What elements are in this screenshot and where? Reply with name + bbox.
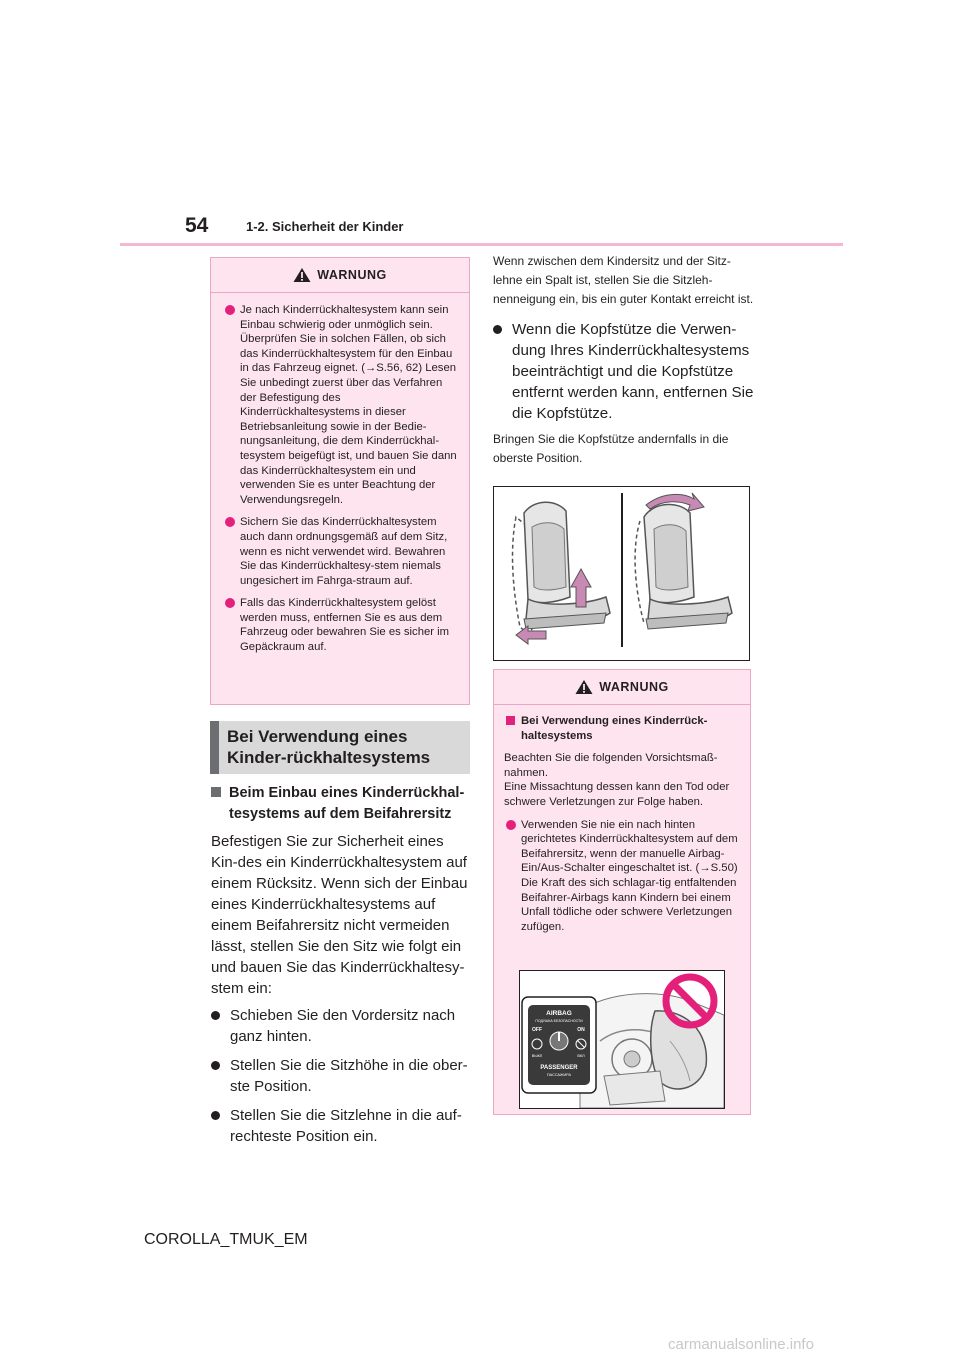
seat-icon — [635, 493, 732, 629]
warning-item — [223, 515, 457, 588]
seat-illustration — [493, 486, 750, 661]
warning-item-text: Je nach Kinderrückhaltesystem kann sein Einbau schwierig oder unmöglich sein. Überprüfen Sie in solchen Fällen, ob sich das Kinderrückhaltesystem für den Einbau in das Fahrzeug eignet. (→S.56, 62) Lesen Sie unbedingt zuerst über das Verfahren der Befestigung des Kinderrückhaltesystems in dieser Betriebsanleitung sowie in der Bedie-nungsanleitung, die dem Kinderrückhal-tesystem beigefügt ist, und bauen Sie dann das Kinderrückhaltesystem ein und verwenden Sie es unter Beachtung der Verwendungsregeln. — [240, 304, 457, 506]
warning-box-1 — [210, 257, 470, 705]
warning-box-2 — [493, 669, 751, 1115]
airbag-label-bottom-sub: ПАССАЖИРА — [546, 1073, 572, 1077]
list-item — [211, 1105, 471, 1147]
airbag-label-top: AIRBAG — [546, 1010, 572, 1017]
warning-triangle-icon — [293, 267, 311, 283]
dashboard-drawing — [520, 971, 724, 1108]
body-paragraph: Bringen Sie die Kopfstütze andernfalls in die oberste Position. — [493, 432, 729, 465]
document-code: COROLLA_TMUK_EM — [144, 1231, 308, 1248]
airbag-label-bottom: PASSENGER — [540, 1065, 578, 1071]
warning-header — [494, 670, 750, 705]
list-item — [211, 1055, 471, 1097]
list-item — [211, 1005, 471, 1047]
airbag-illustration — [519, 970, 725, 1109]
list-item — [493, 319, 755, 424]
airbag-label-on: ON — [577, 1027, 585, 1033]
list-item-text: Stellen Sie die Sitzhöhe in die ober-ste Position. — [230, 1057, 468, 1095]
bullet-dot-icon — [211, 1061, 220, 1070]
warning-intro — [504, 751, 740, 809]
seat-drawing — [494, 487, 749, 660]
square-bullet-icon — [211, 787, 221, 797]
bullet-dot-icon — [506, 820, 516, 830]
airbag-label-top-sub: ПОДУШКА БЕЗОПАСНОСТИ — [535, 1019, 583, 1023]
list-item-text: Wenn die Kopfstütze die Verwen-dung Ihres Kinderrückhaltesystems beeinträchtigt und die Kopfstütze entfernt werden kann, entfernen Sie die Kopfstütze. — [512, 321, 754, 422]
bullet-dot-icon — [493, 325, 502, 334]
seat-icon — [513, 502, 610, 644]
section-heading: Bei Verwendung eines Kinder-rückhaltesystems — [210, 721, 470, 774]
header-rule — [120, 243, 843, 246]
airbag-label-on-sub: ВКЛ — [577, 1054, 585, 1058]
bullet-dot-icon — [225, 517, 235, 527]
list-item-text: Stellen Sie die Sitzlehne in die auf-rechteste Position ein. — [230, 1107, 462, 1145]
subheading-text: Beim Einbau eines Kinderrückhal-tesystems auf dem Beifahrersitz — [229, 785, 465, 822]
warning-title: WARNUNG — [599, 680, 669, 694]
watermark: carmanualsonline.info — [668, 1336, 814, 1353]
warning-title: WARNUNG — [317, 268, 387, 282]
bullet-dot-icon — [211, 1111, 220, 1120]
warning-item-text: Sichern Sie das Kinderrückhaltesystem auch dann ordnungsgemäß auf dem Sitz, wenn es nicht verwendet wird. Bewahren Sie das Kinderrückhaltesy-stem niemals ungesichert im Fahrga-straum auf. — [240, 516, 448, 587]
body-paragraph: Befestigen Sie zur Sicherheit eines Kin-des ein Kinderrückhaltesystem auf einem Rücksitz. Wenn sich der Einbau eines Kinderrückhaltesystems auf einem Beifahrersitz nicht vermeiden lässt, stellen Sie den Sitz wie folgt ein und bauen Sie das Kinderrückhaltesy-stem ein: — [211, 833, 468, 997]
left-column — [211, 783, 471, 1155]
airbag-label-off-sub: ВЫКЛ — [531, 1054, 543, 1058]
warning-item-text: Falls das Kinderrückhaltesystem gelöst werden muss, entfernen Sie es aus dem Fahrzeug oder bewahren Sie es sicher im Gepäckraum auf. — [240, 597, 450, 654]
warning-subheading-text: Bei Verwendung eines Kinderrück-haltesystems — [521, 715, 708, 742]
airbag-label-off: OFF — [532, 1027, 542, 1033]
warning-item — [223, 303, 457, 507]
warning-intro-text: Beachten Sie die folgenden Vorsichtsmaß-nahmen. — [504, 752, 718, 779]
warning-subheading — [504, 714, 740, 743]
bullet-dot-icon — [225, 305, 235, 315]
list-item-text: Schieben Sie den Vordersitz nach ganz hinten. — [230, 1007, 456, 1045]
warning-item — [223, 596, 457, 654]
bullet-dot-icon — [225, 598, 235, 608]
warning-header — [211, 258, 469, 293]
square-bullet-icon — [506, 716, 515, 725]
bullet-dot-icon — [211, 1011, 220, 1020]
warning-item-text: Verwenden Sie nie ein nach hinten gerichtetes Kinderrückhaltesystem auf dem Beifahrersitz, wenn der manuelle Airbag-Ein/Aus-Schalter eingeschaltet ist. (→S.50) Die Kraft des sich schlagar-tig entfaltenden Beifahrer-Airbags kann Kindern bei einem Unfall tödliche oder schwere Verletzungen zufügen. — [521, 818, 738, 933]
warning-intro-text-2: Eine Missachtung dessen kann den Tod oder schwere Verletzungen zur Folge haben. — [504, 781, 730, 808]
warning-item — [504, 818, 740, 935]
right-column-text — [493, 252, 755, 468]
body-paragraph: Wenn zwischen dem Kindersitz und der Sitz-lehne ein Spalt ist, stellen Sie die Sitzleh-nenneigung ein, bis ein guter Kontakt erreicht ist. — [493, 254, 754, 306]
page-number: 54 — [185, 214, 209, 237]
subheading — [211, 783, 471, 825]
warning-triangle-icon — [575, 679, 593, 695]
section-title: 1-2. Sicherheit der Kinder — [246, 219, 404, 234]
